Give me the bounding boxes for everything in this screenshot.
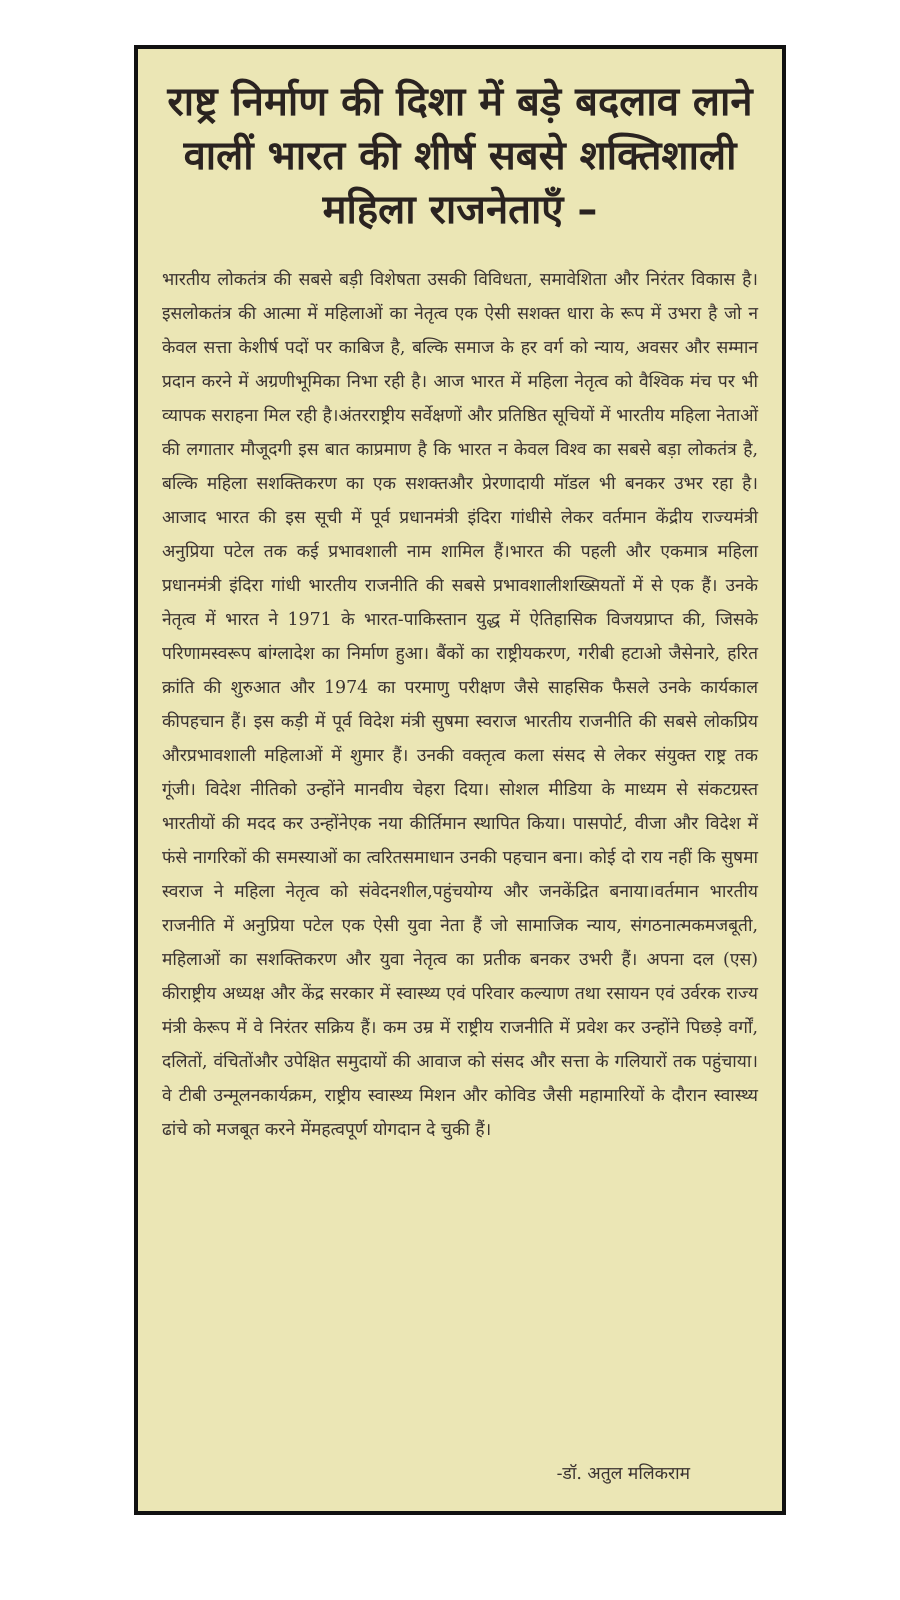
newspaper-clipping (134, 45, 786, 1515)
article-byline: -डॉ. अतुल मलिकराम (556, 1464, 690, 1484)
article-headline: राष्ट्र निर्माण की दिशा में बड़े बदलाव लाने वालीं भारत की शीर्ष सबसे शक्तिशाली महिला राजनेताएँ – (167, 79, 753, 233)
article-body: भारतीय लोकतंत्र की सबसे बड़ी विशेषता उसकी विविधता, समावेशिता और निरंतर विकास है। इसलोकतंत्र की आत्मा में महिलाओं का नेतृत्व एक ऐसी सशक्त धारा के रूप में उभरा है जो न केवल सत्ता केशीर्ष पदों पर काबिज है, बल्कि समाज के हर वर्ग को न्याय, अवसर और सम्मान प्रदान करने में अग्रणीभूमिका निभा रही है। आज भारत में महिला नेतृत्व को वैश्विक मंच पर भी व्यापक सराहना मिल रही है।अंतरराष्ट्रीय सर्वेक्षणों और प्रतिष्ठित सूचियों में भारतीय महिला नेताओं की लगातार मौजूदगी इस बात काप्रमाण है कि भारत न केवल विश्व का सबसे बड़ा लोकतंत्र है, बल्कि महिला सशक्तिकरण का एक सशक्तऔर प्रेरणादायी मॉडल भी बनकर उभर रहा है। आजाद भारत की इस सूची में पूर्व प्रधानमंत्री इंदिरा गांधीसे लेकर वर्तमान केंद्रीय राज्यमंत्री अनुप्रिया पटेल तक कई प्रभावशाली नाम शामिल हैं।भारत की पहली और एकमात्र महिला प्रधानमंत्री इंदिरा गांधी भारतीय राजनीति की सबसे प्रभावशालीशख्सियतों में से एक हैं। उनके नेतृत्व में भारत ने 1971 के भारत-पाकिस्तान युद्ध में ऐतिहासिक विजयप्राप्त की, जिसके परिणामस्वरूप बांग्लादेश का निर्माण हुआ। बैंकों का राष्ट्रीयकरण, गरीबी हटाओ जैसेनारे, हरित क्रांति की शुरुआत और 1974 का परमाणु परीक्षण जैसे साहसिक फैसले उनके कार्यकाल कीपहचान हैं। इस कड़ी में पूर्व विदेश मंत्री सुषमा स्वराज भारतीय राजनीति की सबसे लोकप्रिय औरप्रभावशाली महिलाओं में शुमार हैं। उनकी वक्तृत्व कला संसद से लेकर संयुक्त राष्ट्र तक गूंजी। विदेश नीतिको उन्होंने मानवीय चेहरा दिया। सोशल मीडिया के माध्यम से संकटग्रस्त भारतीयों की मदद कर उन्होंनेएक नया कीर्तिमान स्थापित किया। पासपोर्ट, वीजा और विदेश में फंसे नागरिकों की समस्याओं का त्वरितसमाधान उनकी पहचान बना। कोई दो राय नहीं कि सुषमा स्वराज ने महिला नेतृत्व को संवेदनशील,पहुंचयोग्य और जनकेंद्रित बनाया।वर्तमान भारतीय राजनीति में अनुप्रिया पटेल एक ऐसी युवा नेता हैं जो सामाजिक न्याय, संगठनात्मकमजबूती, महिलाओं का सशक्तिकरण और युवा नेतृत्व का प्रतीक बनकर उभरी हैं। अपना दल (एस) कीराष्ट्रीय अध्यक्ष और केंद्र सरकार में स्वास्थ्य एवं परिवार कल्याण तथा रसायन एवं उर्वरक राज्य मंत्री केरूप में वे निरंतर सक्रिय हैं। कम उम्र में राष्ट्रीय राजनीति में प्रवेश कर उन्होंने पिछड़े वर्गों, दलितों, वंचितोंऔर उपेक्षित समुदायों की आवाज को संसद और सत्ता के गलियारों तक पहुंचाया। वे टीबी उन्मूलनकार्यक्रम, राष्ट्रीय स्वास्थ्य मिशन और कोविड जैसी महामारियों के दौरान स्वास्थ्य ढांचे को मजबूत करने मेंमहत्वपूर्ण योगदान दे चुकी हैं। (162, 270, 758, 1140)
